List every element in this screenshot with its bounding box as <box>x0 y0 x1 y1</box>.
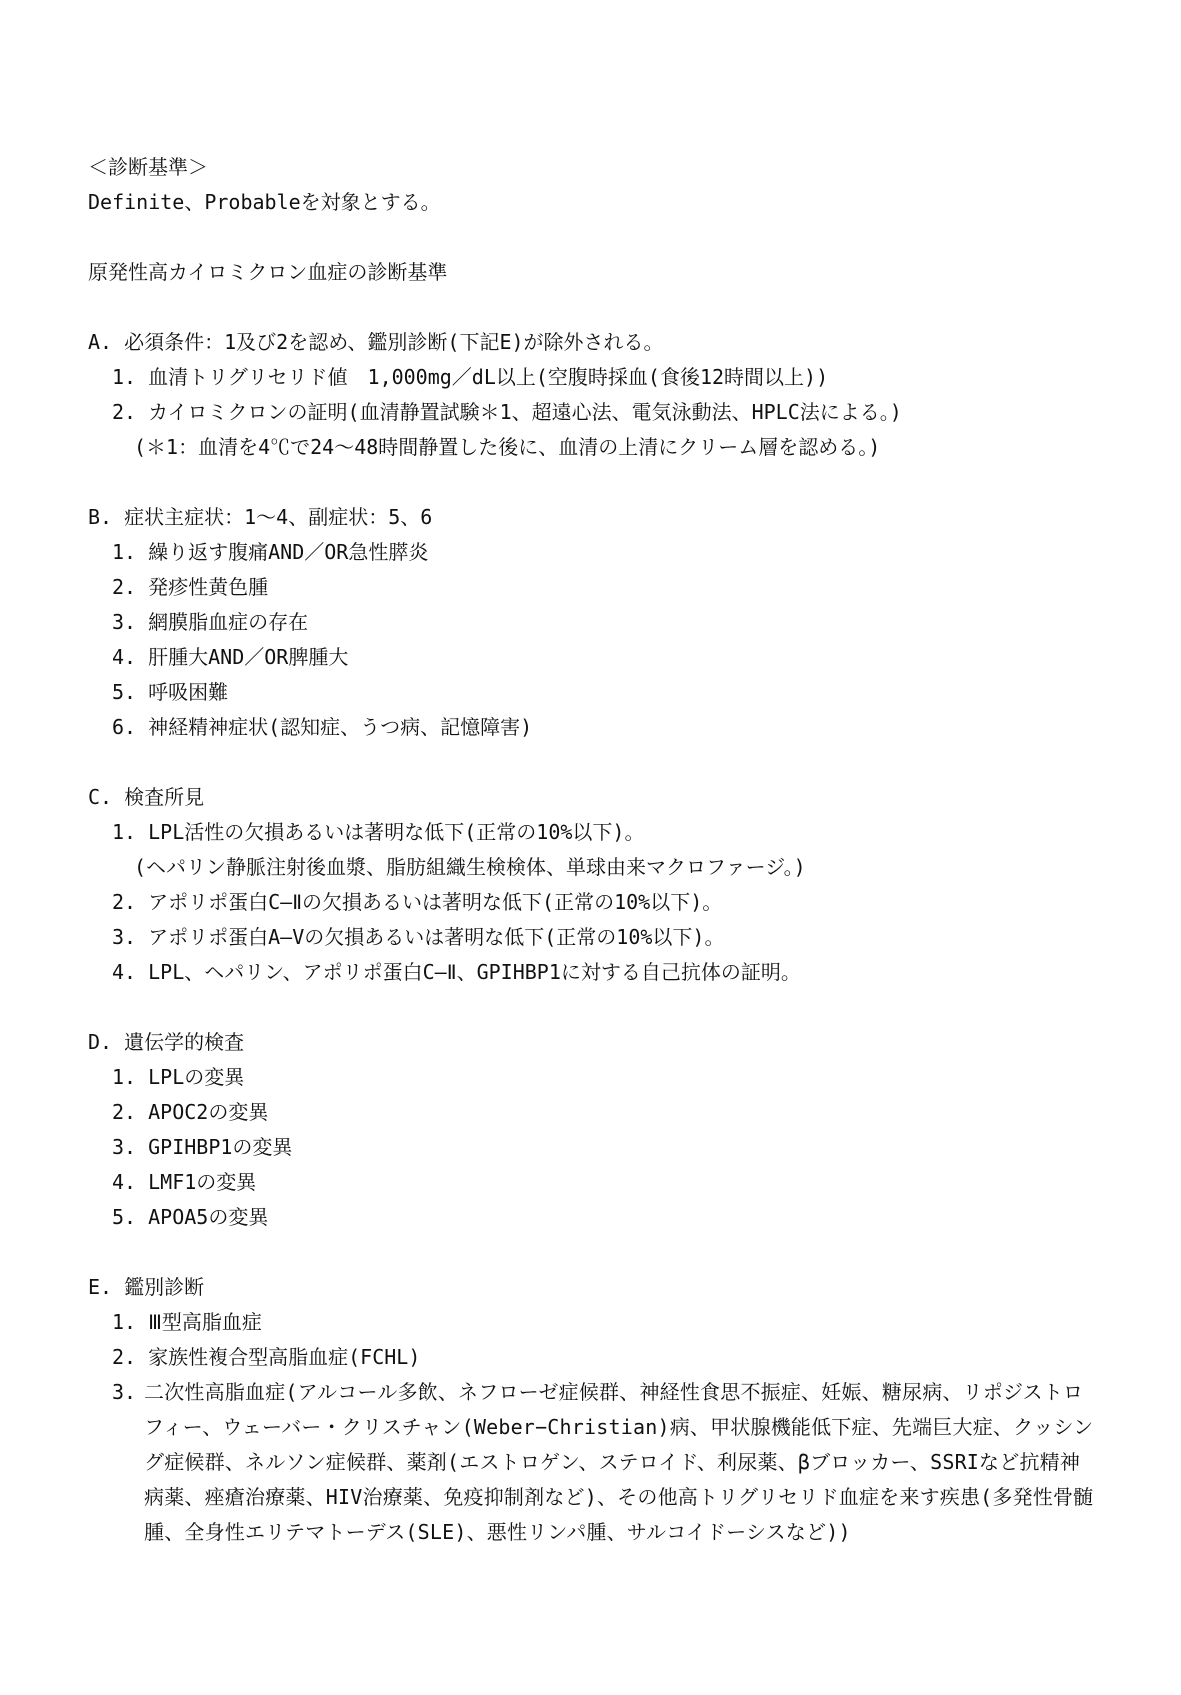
list-item: 1. 繰り返す腹痛AND／OR急性膵炎 <box>112 540 429 564</box>
list-item: 2. アポリポ蛋白C―Ⅱの欠損あるいは著明な低下(正常の10%以下)。 <box>112 890 723 914</box>
list-item: 4. LMF1の変異 <box>112 1170 257 1194</box>
list-item: 2. カイロミクロンの証明(血清静置試験＊1、超遠心法、電気泳動法、HPLC法による。) <box>112 400 902 424</box>
section-a-heading: A. 必須条件：1及び2を認め、鑑別診断(下記E)が除外される。 <box>88 330 664 354</box>
list-item: 2. 家族性複合型高脂血症(FCHL) <box>112 1345 421 1369</box>
spacer <box>88 990 1098 1025</box>
target-statement: Definite、Probableを対象とする。 <box>88 190 441 214</box>
list-item: 3. 網膜脂血症の存在 <box>112 610 309 634</box>
list-item: 2. 発疹性黄色腫 <box>112 575 269 599</box>
document-page <box>88 150 1098 1550</box>
spacer <box>88 1235 1098 1270</box>
list-item: 1. 血清トリグリセリド値 1,000mg／dL以上(空腹時採血(食後12時間以上)) <box>112 365 829 389</box>
document-title: 原発性高カイロミクロン血症の診断基準 <box>88 260 448 284</box>
list-item: 1. LPL活性の欠損あるいは著明な低下(正常の10%以下)。 <box>112 820 645 844</box>
section-e-heading: E. 鑑別診断 <box>88 1275 205 1299</box>
list-item-text: 二次性高脂血症(アルコール多飲、ネフローゼ症候群、神経性食思不振症、妊娠、糖尿病、リポジストロフィー、ウェーバー・クリスチャン(Weber−Christian)病、甲状腺機能低下症、先端巨大症、クッシング症候群、ネルソン症候群、薬剤(エストロゲン、ステロイド、利尿薬、βブロッカー、SSRIなど抗精神病薬、痤瘡治療薬、HIV治療薬、免疫抑制剤など)、その他高トリグリセリド血症を来す疾患(多発性骨髄腫、全身性エリテマトーデス(SLE)、悪性リンパ腫、サルコイドーシスなど)) <box>144 1380 1094 1544</box>
section-c-heading: C. 検査所見 <box>88 785 205 809</box>
list-item: 1. LPLの変異 <box>112 1065 245 1089</box>
section-d-heading: D. 遺伝学的検査 <box>88 1030 245 1054</box>
section-b-heading: B. 症状主症状：1～4、副症状：5、6 <box>88 505 433 529</box>
list-item-multiline <box>88 1375 1098 1550</box>
spacer <box>88 465 1098 500</box>
list-item: 5. APOA5の変異 <box>112 1205 269 1229</box>
section-a-note: (＊1：血清を4℃で24～48時間静置した後に、血清の上清にクリーム層を認める。) <box>134 435 881 459</box>
list-item: 6. 神経精神症状(認知症、うつ病、記憶障害) <box>112 715 533 739</box>
list-item: 2. APOC2の変異 <box>112 1100 269 1124</box>
document-header: ＜診断基準＞ <box>88 155 208 179</box>
section-c-note: (ヘパリン静脈注射後血漿、脂肪組織生検検体、単球由来マクロファージ。) <box>134 855 806 879</box>
list-item: 4. LPL、ヘパリン、アポリポ蛋白C―Ⅱ、GPIHBP1に対する自己抗体の証明。 <box>112 960 801 984</box>
list-item-number: 3. <box>112 1380 137 1404</box>
list-item: 1. Ⅲ型高脂血症 <box>112 1310 262 1334</box>
list-item: 5. 呼吸困難 <box>112 680 229 704</box>
list-item: 3. アポリポ蛋白A―Vの欠損あるいは著明な低下(正常の10%以下)。 <box>112 925 725 949</box>
list-item: 3. GPIHBP1の変異 <box>112 1135 293 1159</box>
spacer <box>88 220 1098 255</box>
spacer <box>88 745 1098 780</box>
list-item: 4. 肝腫大AND／OR脾腫大 <box>112 645 349 669</box>
spacer <box>88 290 1098 325</box>
